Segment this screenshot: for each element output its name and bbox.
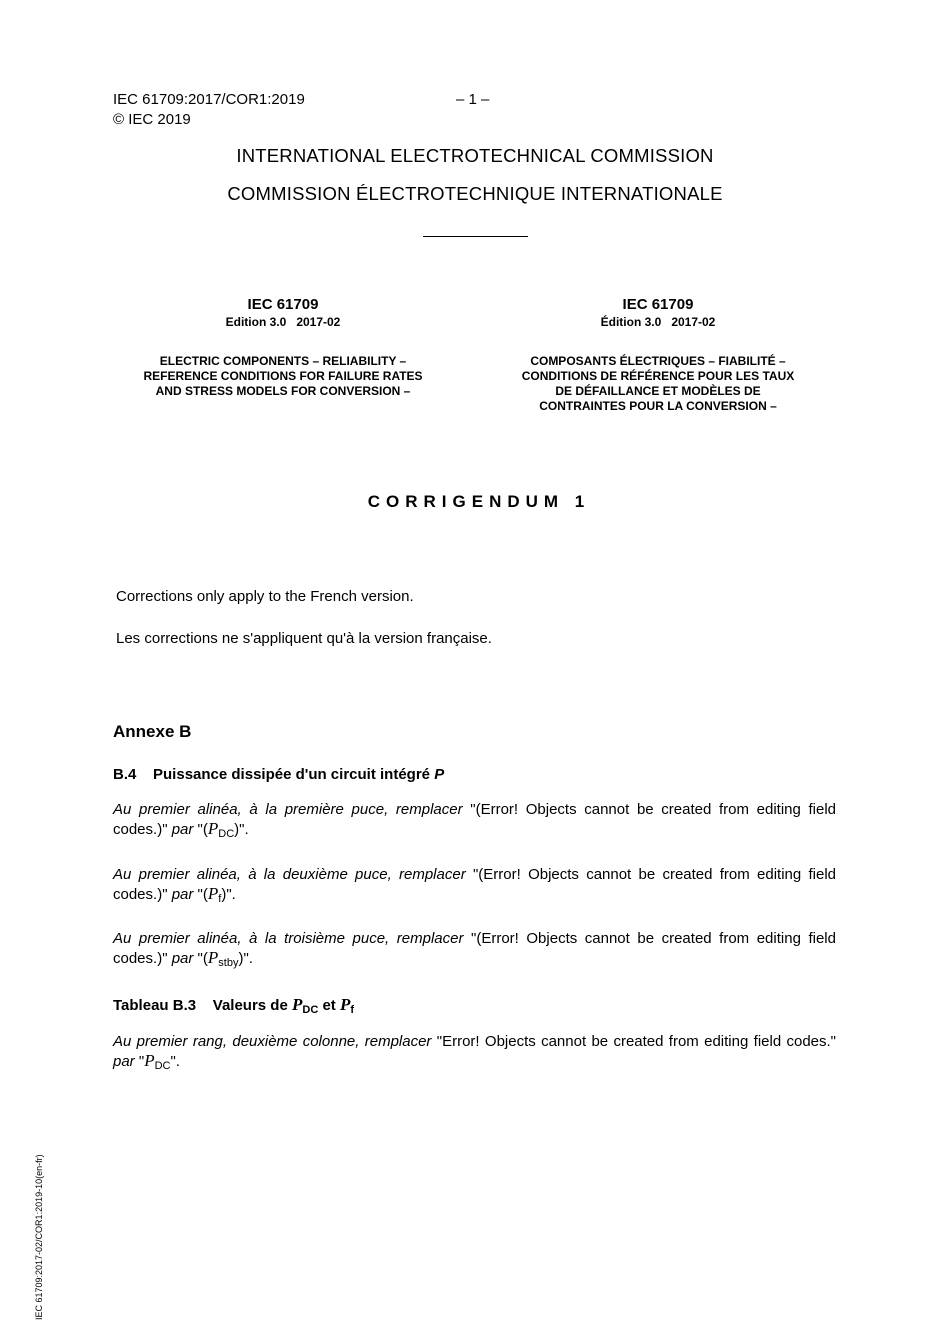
title-line: REFERENCE CONDITIONS FOR FAILURE RATES <box>143 369 423 383</box>
table-title-conj: et <box>322 997 336 1014</box>
table-title-prefix: Valeurs de <box>212 997 288 1014</box>
correction-new-close: )". <box>234 821 249 838</box>
annex-heading: Annexe B <box>113 722 192 741</box>
correction-instruction: Au premier alinéa, à la troisième puce, remplacer <box>113 930 464 947</box>
side-document-label: IEC 61709:2017-02/COR1:2019-10(en-fr) <box>34 1154 44 1320</box>
correction-instruction: Au premier alinéa, à la deuxième puce, remplacer <box>113 866 466 883</box>
table-heading <box>113 995 354 1015</box>
symbol-p: P <box>207 819 219 838</box>
correction-instruction: Au premier rang, deuxième colonne, remplacer <box>113 1033 432 1050</box>
correction-new-close: )". <box>238 950 253 967</box>
org-name-fr: COMMISSION ÉLECTROTECHNIQUE INTERNATIONALE <box>227 183 723 204</box>
separator-rule <box>423 236 528 237</box>
corrigendum-title: CORRIGENDUM 1 <box>367 492 591 511</box>
symbol-p: P <box>339 995 351 1014</box>
table-label: Tableau B.3 <box>113 997 197 1014</box>
subscript: stby <box>218 957 239 969</box>
edition: Édition 3.0 2017-02 <box>600 315 716 329</box>
symbol-p: P <box>291 995 303 1014</box>
correction-by: par <box>171 886 194 903</box>
note-french: Les corrections ne s'appliquent qu'à la version française. <box>116 630 492 647</box>
correction-by: par <box>171 821 194 838</box>
title-line: AND STRESS MODELS FOR CONVERSION – <box>155 384 411 398</box>
title-line: DE DÉFAILLANCE ET MODÈLES DE <box>555 384 761 398</box>
correction-old-text: "(Error! Objects cannot be created from editing field codes.)" <box>113 866 836 903</box>
correction-new-close: ". <box>170 1053 180 1070</box>
correction-new-open: " <box>138 1053 145 1070</box>
title-line: CONTRAINTES POUR LA CONVERSION – <box>539 399 777 413</box>
correction-new-open: "( <box>197 950 208 967</box>
note-english: Corrections only apply to the French version. <box>116 588 414 605</box>
french-column <box>488 296 828 414</box>
subscript: DC <box>218 828 235 840</box>
correction-by: par <box>113 1053 135 1070</box>
title-line: CONDITIONS DE RÉFÉRENCE POUR LES TAUX <box>521 369 795 383</box>
doc-reference: IEC 61709:2017/COR1:2019 <box>113 91 305 108</box>
title-line: ELECTRIC COMPONENTS – RELIABILITY – <box>159 354 407 368</box>
standard-number: IEC 61709 <box>622 296 694 313</box>
correction-paragraph <box>113 800 836 839</box>
correction-instruction: Au premier alinéa, à la première puce, remplacer <box>113 801 463 818</box>
english-column <box>113 296 453 399</box>
symbol-p: P <box>207 948 219 967</box>
title-line: COMPOSANTS ÉLECTRIQUES – FIABILITÉ – <box>530 354 786 368</box>
subscript: f <box>218 893 222 905</box>
correction-new-open: "( <box>197 886 208 903</box>
copyright: © IEC 2019 <box>113 111 191 128</box>
correction-paragraph <box>113 865 836 904</box>
page-number: – 1 – <box>456 91 490 108</box>
subscript: f <box>350 1004 355 1016</box>
section-number: B.4 <box>113 766 137 783</box>
section-title: Puissance dissipée d'un circuit intégré <box>153 766 431 783</box>
correction-paragraph <box>113 929 836 968</box>
symbol-p: P <box>207 884 219 903</box>
correction-paragraph <box>113 1032 836 1071</box>
correction-by: par <box>171 950 194 967</box>
correction-new-close: )". <box>221 886 236 903</box>
correction-old-text: "(Error! Objects cannot be created from editing field codes.)" <box>113 930 836 967</box>
section-symbol: P <box>434 766 445 783</box>
standard-number: IEC 61709 <box>247 296 319 313</box>
section-heading <box>113 766 444 783</box>
org-name-en: INTERNATIONAL ELECTROTECHNICAL COMMISSION <box>236 145 714 166</box>
subscript: DC <box>154 1060 171 1072</box>
correction-old-text: "(Error! Objects cannot be created from editing field codes.)" <box>113 801 837 838</box>
subscript: DC <box>302 1004 319 1016</box>
correction-old-text: "Error! Objects cannot be created from editing field codes." <box>436 1033 837 1050</box>
symbol-p: P <box>144 1051 155 1070</box>
correction-new-open: "( <box>197 821 208 838</box>
edition: Edition 3.0 2017-02 <box>225 315 341 329</box>
